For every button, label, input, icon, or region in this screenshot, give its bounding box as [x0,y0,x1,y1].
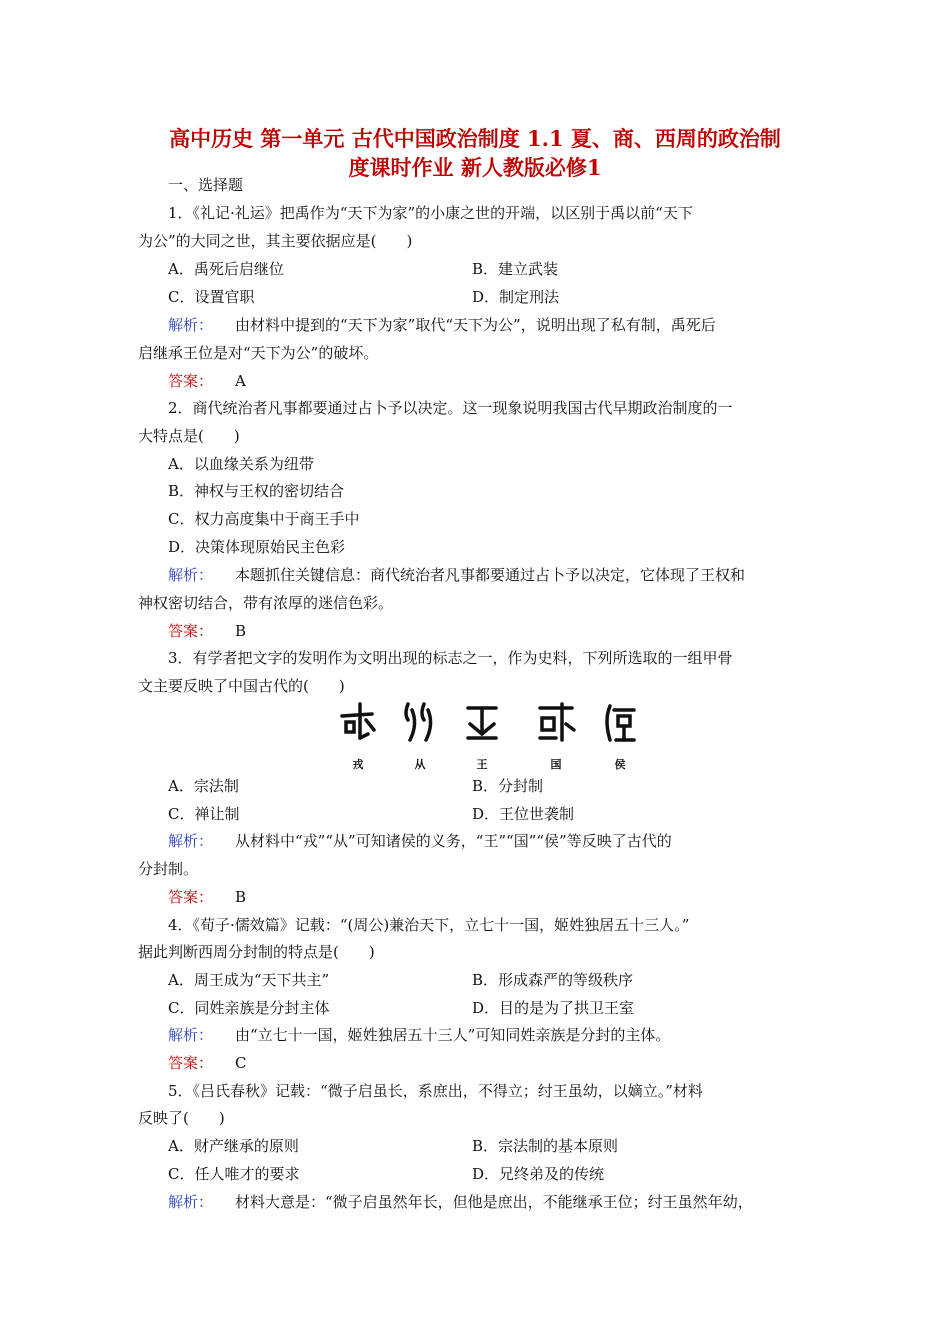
glyph-label-wang: 王 [476,758,488,771]
q3-option-c: C．禅让制 [168,805,240,823]
q5-option-b: B．宗法制的基本原则 [472,1137,619,1155]
q4-option-a: A．周王成为“天下共主” [168,971,330,989]
analysis-label: 解析： [168,1193,214,1211]
document-title [120,124,830,182]
q3-option-a: A．宗法制 [168,777,239,795]
oracle-glyph-rong [330,700,386,772]
glyph-label-hou: 侯 [614,758,626,771]
q1-stem-line-1: 1．《礼记·礼运》把禹作为“天下为家”的小康之世的开端，以区别于禹以前“天下 [168,204,693,222]
q2-analysis [168,565,745,585]
q1-stem-line-2: 为公”的大同之世，其主要依据应是( ) [138,232,413,250]
analysis-label: 解析： [168,1026,214,1044]
q2-analysis-line-1: 本题抓住关键信息：商代统治者凡事都要通过占卜予以决定，它体现了王权和 [235,566,746,584]
analysis-label: 解析： [168,316,214,334]
glyph-label-rong: 戎 [352,758,364,771]
q2-analysis-line-2: 神权密切结合，带有浓厚的迷信色彩。 [138,594,394,612]
oracle-glyph-guo-icon [536,700,576,744]
q1-analysis-line-2: 启继承王位是对“天下为公”的破坏。 [138,344,379,362]
q5-option-d: D．兄终弟及的传统 [472,1165,605,1183]
q3-answer [168,887,246,907]
glyph-label-guo: 国 [550,758,562,771]
q5-stem-line-2: 反映了( ) [138,1109,225,1127]
q2-option-a: A．以血缘关系为纽带 [168,455,314,473]
q3-stem-line-1: 3．有学者把文字的发明作为文明出现的标志之一，作为史料，下列所选取的一组甲骨 [168,649,733,667]
oracle-glyph-guo [528,700,584,772]
analysis-label: 解析： [168,832,214,850]
q4-option-b: B．形成森严的等级秩序 [472,971,634,989]
q1-option-c: C．设置官职 [168,288,255,306]
oracle-glyph-hou-icon [600,700,640,744]
oracle-glyph-wang [454,700,510,772]
q1-answer [168,371,246,391]
answer-label: 答案： [168,1054,214,1072]
answer-label: 答案： [168,622,214,640]
q1-option-b: B．建立武装 [472,260,559,278]
q5-option-a: A．财产继承的原则 [168,1137,299,1155]
q2-option-c: C．权力高度集中于商王手中 [168,510,360,528]
q3-answer-value: B [235,888,247,906]
q1-analysis-line-1: 由材料中提到的“天下为家”取代“天下为公”，说明出现了私有制，禹死后 [235,316,716,334]
q2-stem-line-1: 2．商代统治者凡事都要通过占卜予以决定。这一现象说明我国古代早期政治制度的一 [168,399,733,417]
q2-option-b: B．神权与王权的密切结合 [168,482,345,500]
q5-analysis [168,1192,753,1212]
oracle-glyph-rong-icon [338,700,378,744]
title-line-2: 度课时作业 新人教版必修1 [348,155,602,180]
q5-option-c: C．任人唯才的要求 [168,1165,300,1183]
q4-analysis-line-1: 由“立七十一国，姬姓独居五十三人”可知同姓亲族是分封的主体。 [235,1026,671,1044]
q5-analysis-line-1: 材料大意是：“微子启虽然年长，但他是庶出，不能继承王位；纣王虽然年幼， [235,1193,753,1211]
glyph-label-cong: 从 [414,758,426,771]
q1-option-a: A．禹死后启继位 [168,260,284,278]
q4-stem-line-1: 4．《荀子·儒效篇》记载：“(周公)兼治天下，立七十一国，姬姓独居五十三人。” [168,916,690,934]
q2-stem-line-2: 大特点是( ) [138,427,240,445]
q4-option-d: D．目的是为了拱卫王室 [472,999,635,1017]
oracle-bone-glyphs-figure [330,700,630,772]
q3-analysis-line-1: 从材料中“戎”“从”可知诸侯的义务，“王”“国”“侯”等反映了古代的 [235,832,672,850]
oracle-glyph-hou [592,700,648,772]
q2-option-d: D．决策体现原始民主色彩 [168,538,346,556]
q3-stem-line-2: 文主要反映了中国古代的( ) [138,677,345,695]
oracle-glyph-cong [392,700,448,772]
q4-analysis [168,1025,670,1045]
q2-answer-value: B [235,622,247,640]
q1-analysis [168,315,716,335]
q3-analysis [168,831,672,851]
q3-option-d: D．王位世袭制 [472,805,575,823]
answer-label: 答案： [168,888,214,906]
q4-answer-value: C [235,1054,247,1072]
section-heading: 一、选择题 [168,176,244,194]
q1-answer-value: A [235,372,246,390]
q4-answer [168,1053,247,1073]
oracle-glyph-wang-icon [462,700,502,744]
q5-stem-line-1: 5．《吕氏春秋》记载：“微子启虽长，系庶出，不得立；纣王虽幼，以嫡立。”材料 [168,1082,703,1100]
oracle-glyph-cong-icon [400,700,440,744]
title-line-1: 高中历史 第一单元 古代中国政治制度 1.1 夏、商、西周的政治制 [169,126,781,151]
q3-analysis-line-2: 分封制。 [138,860,199,878]
q3-option-b: B．分封制 [472,777,544,795]
q4-stem-line-2: 据此判断西周分封制的特点是( ) [138,943,375,961]
q1-option-d: D．制定刑法 [472,288,560,306]
q4-option-c: C．同姓亲族是分封主体 [168,999,330,1017]
analysis-label: 解析： [168,566,214,584]
answer-label: 答案： [168,372,214,390]
q2-answer [168,621,246,641]
